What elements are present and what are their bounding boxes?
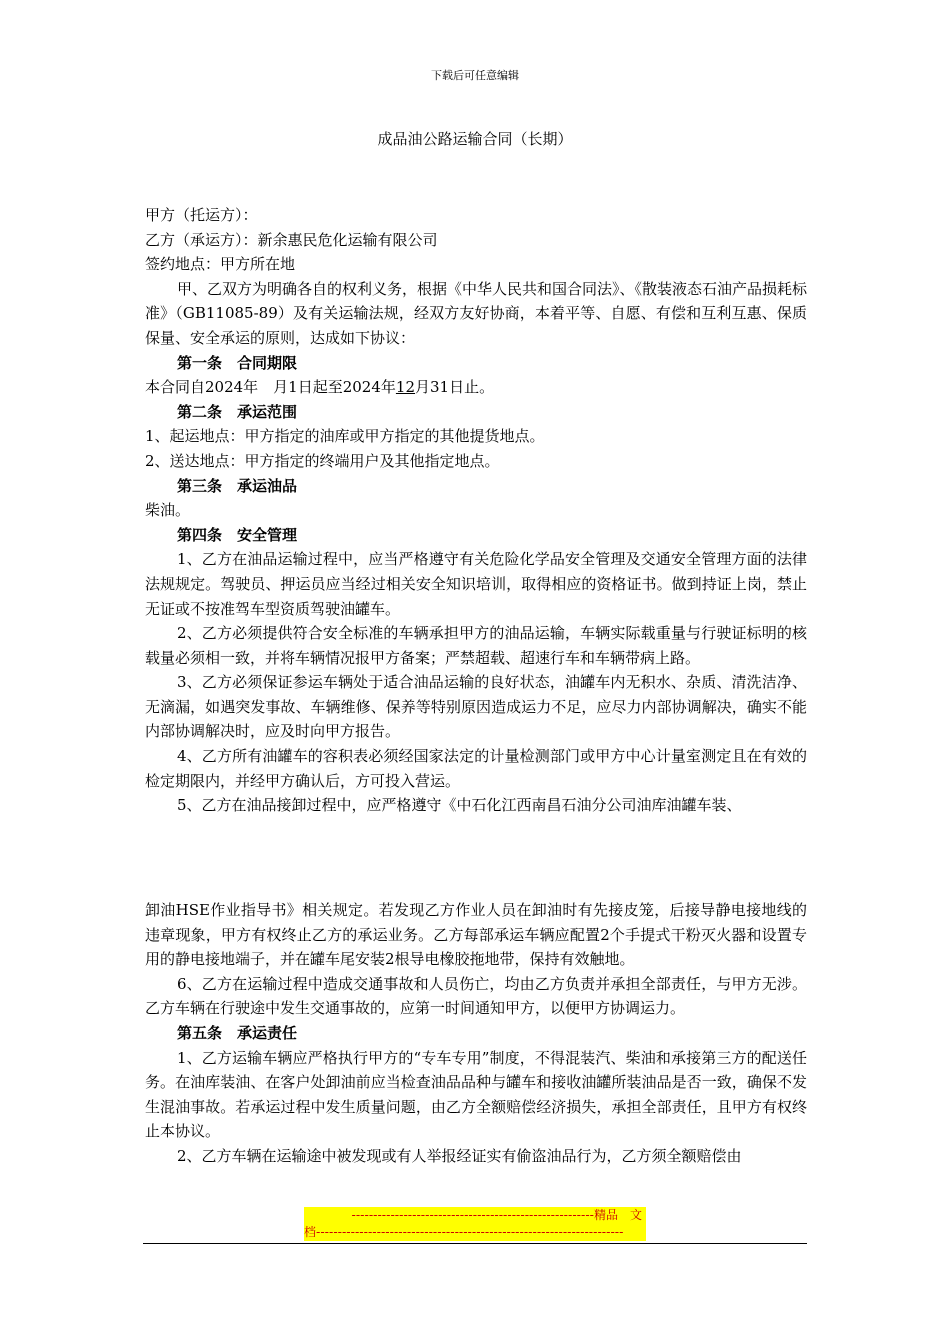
- article-1-heading: 第一条 合同期限: [177, 353, 298, 372]
- article-1-text: [145, 375, 807, 400]
- footer-watermark: [304, 1207, 646, 1241]
- document-title: 成品油公路运输合同（长期）: [377, 130, 573, 148]
- article-4-heading: 第四条 安全管理: [177, 525, 298, 544]
- footer-watermark-line-1: --------------------------------------------------------精品 文: [351, 1208, 642, 1222]
- article-2-heading: 第二条 承运范围: [177, 402, 298, 421]
- article-4-item-6: 6、乙方在运输过程中造成交通事故和人员伤亡，均由乙方负责并承担全部责任，与甲方无涉。乙方车辆在行驶途中发生交通事故的，应第一时间通知甲方，以便甲方协调运力。: [145, 974, 807, 1018]
- article-4-item-5-start: 5、乙方在油品接卸过程中，应严格遵守《中石化江西南昌石油分公司油库油罐车装、: [177, 796, 742, 815]
- article-4-item-1: 1、乙方在油品运输过程中，应当严格遵守有关危险化学品安全管理及交通安全管理方面的法律法规规定。驾驶员、押运员应当经过相关安全知识培训，取得相应的资格证书。做到持证上岗，禁止无证或不按准驾车型资质驾驶油罐车。: [145, 550, 807, 618]
- contract-body-part-1: [145, 203, 807, 818]
- article-3-text: 柴油。: [145, 501, 191, 520]
- article-4-item-3: 3、乙方必须保证参运车辆处于适合油品运输的良好状态，油罐车内无积水、杂质、清洗洁净、无滴漏，如遇突发事故、车辆维修、保养等特别原因造成运力不足，应尽力内部协调解决，确实不能内部协调解决时，应及时向甲方报告。: [145, 673, 807, 741]
- preamble-paragraph: 甲、乙双方为明确各自的权利义务，根据《中华人民共和国合同法》、《散装液态石油产品损耗标准》（GB11085-89）及有关运输法规，经双方友好协商，本着平等、自愿、有偿和互利互惠、保质保量、安全承运的原则，达成如下协议：: [145, 279, 808, 347]
- article-5-item-1: 1、乙方运输车辆应严格执行甲方的“专车专用”制度，不得混装汽、柴油和承接第三方的配送任务。在油库装油、在客户处卸油前应当检查油品品种与罐车和接收油罐所装油品是否一致，确保不发生混油事故。若承运过程中发生质量问题，由乙方全额赔偿经济损失，承担全部责任，且甲方有权终止本协议。: [145, 1048, 807, 1141]
- article-5-item-2: 2、乙方车辆在运输途中被发现或有人举报经证实有偷盗油品行为，乙方须全额赔偿由: [177, 1146, 742, 1165]
- article-1-text-start: 本合同自2024年 月1日起至2024年: [145, 378, 396, 397]
- header-note: 下载后可任意编辑: [431, 69, 519, 82]
- article-4-item-4: 4、乙方所有油罐车的容积表必须经国家法定的计量检测部门或甲方中心计量室测定且在有效的检定期限内，并经甲方确认后，方可投入营运。: [145, 747, 807, 790]
- article-1-text-end: 月31日止。: [415, 378, 495, 397]
- party-a-line: 甲方（托运方）：: [145, 206, 258, 224]
- contract-body-part-2: [145, 898, 807, 1169]
- article-3-heading: 第三条 承运油品: [177, 476, 298, 495]
- article-1-end-month: 12: [395, 378, 415, 397]
- article-4-item-2: 2、乙方必须提供符合安全标准的车辆承担甲方的油品运输，车辆实际载重量与行驶证标明的核载量必须相一致，并将车辆情况报甲方备案；严禁超载、超速行车和车辆带病上路。: [145, 624, 807, 667]
- article-2-item-2: 2、送达地点：甲方指定的终端用户及其他指定地点。: [145, 451, 500, 470]
- footer-divider: [143, 1243, 807, 1244]
- article-2-item-1: 1、起运地点：甲方指定的油库或甲方指定的其他提货地点。: [145, 427, 545, 446]
- sign-place-line: 签约地点：甲方所在地: [145, 255, 296, 274]
- party-b-line: 乙方（承运方）：新余惠民危化运输有限公司: [145, 230, 438, 249]
- article-4-item-5-continued: 卸油HSE作业指导书》相关规定。若发现乙方作业人员在卸油时有先接皮笼，后接导静电接地线的违章现象，甲方有权终止乙方的承运业务。乙方每部承运车辆应配置2个手提式干粉灭火器和设置专用的静电接地端子，并在罐车尾安装2根导电橡胶拖地带，保持有效触地。: [145, 901, 807, 969]
- footer-watermark-line-2: 档-----------------------------------------------------------------------: [304, 1225, 624, 1239]
- article-5-heading: 第五条 承运责任: [177, 1023, 298, 1042]
